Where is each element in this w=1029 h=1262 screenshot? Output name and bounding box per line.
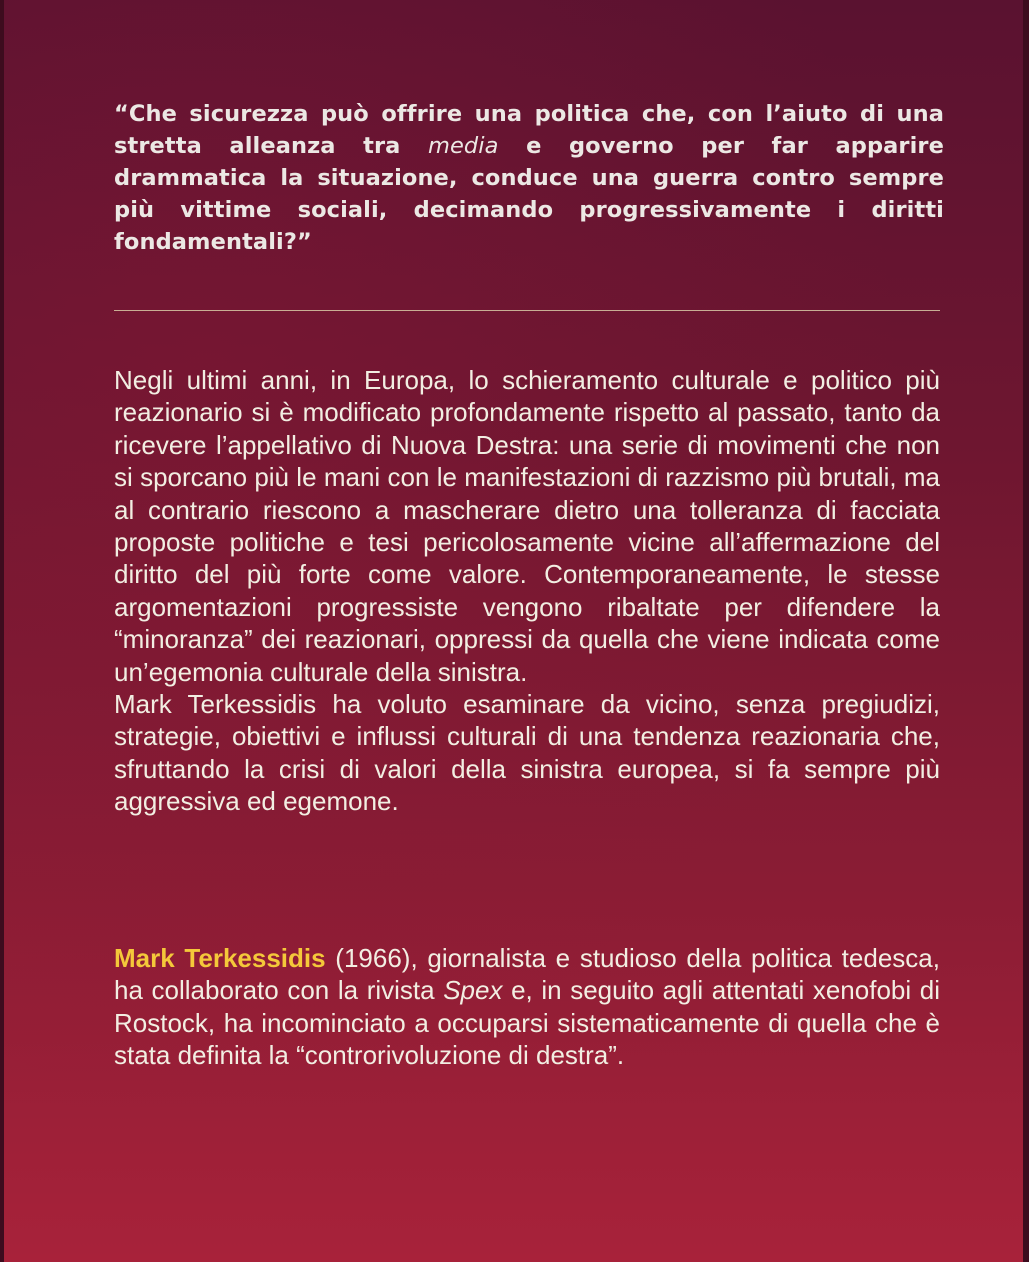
author-bio <box>114 942 940 1072</box>
description-paragraph-2: Mark Terkessidis ha voluto esaminare da vicino, senza pregiudizi, strategie, obiettivi e influssi culturali di una tendenza reazionaria che, sfruttando la crisi di valori della sinistra europea, si fa sempre più aggressiva ed egemone. <box>114 689 940 817</box>
description-text <box>114 364 940 818</box>
author-name: Mark Terkessidis <box>114 943 326 973</box>
quote-emphasis: media <box>427 133 499 159</box>
quote-text-start: “Che sicurezza può offrire una politica che, con l’aiuto di una stretta alleanza tra <box>114 101 944 159</box>
divider-line <box>114 310 940 311</box>
magazine-name: Spex <box>443 975 503 1006</box>
quote-text-end: e governo per far apparire drammatica la situazione, conduce una guerra contro sempre più vittime sociali, decimando progressivamente i diritti fondamentali?” <box>114 133 944 255</box>
bio-text-end: e, in seguito agli attentati xenofobi di Rostock, ha incominciato a occuparsi sistematicamente di quella che è stata definita la “controrivoluzione di destra”. <box>114 975 940 1071</box>
description-paragraph-1: Negli ultimi anni, in Europa, lo schieramento culturale e politico più reazionario si è modificato profondamente rispetto al passato, tanto da ricevere l’appellativo di Nuova Destra: una serie di movimenti che non si sporcano più le mani con le manifestazioni di razzismo più brutali, ma al contrario riescono a mascherare dietro una tolleranza di facciata proposte politiche e tesi pericolosamente vicine all’affermazione del diritto del più forte come valore. Contemporaneamente, le stesse argomentazioni progressiste vengono ribaltate per difendere la “minoranza” dei reazionari, oppressi da quella che viene indicata come un’egemonia culturale della sinistra. <box>114 365 940 687</box>
bio-text-start: (1966), giornalista e studioso della politica tedesca, ha collaborato con la rivista <box>114 943 940 1006</box>
pull-quote <box>114 98 944 258</box>
